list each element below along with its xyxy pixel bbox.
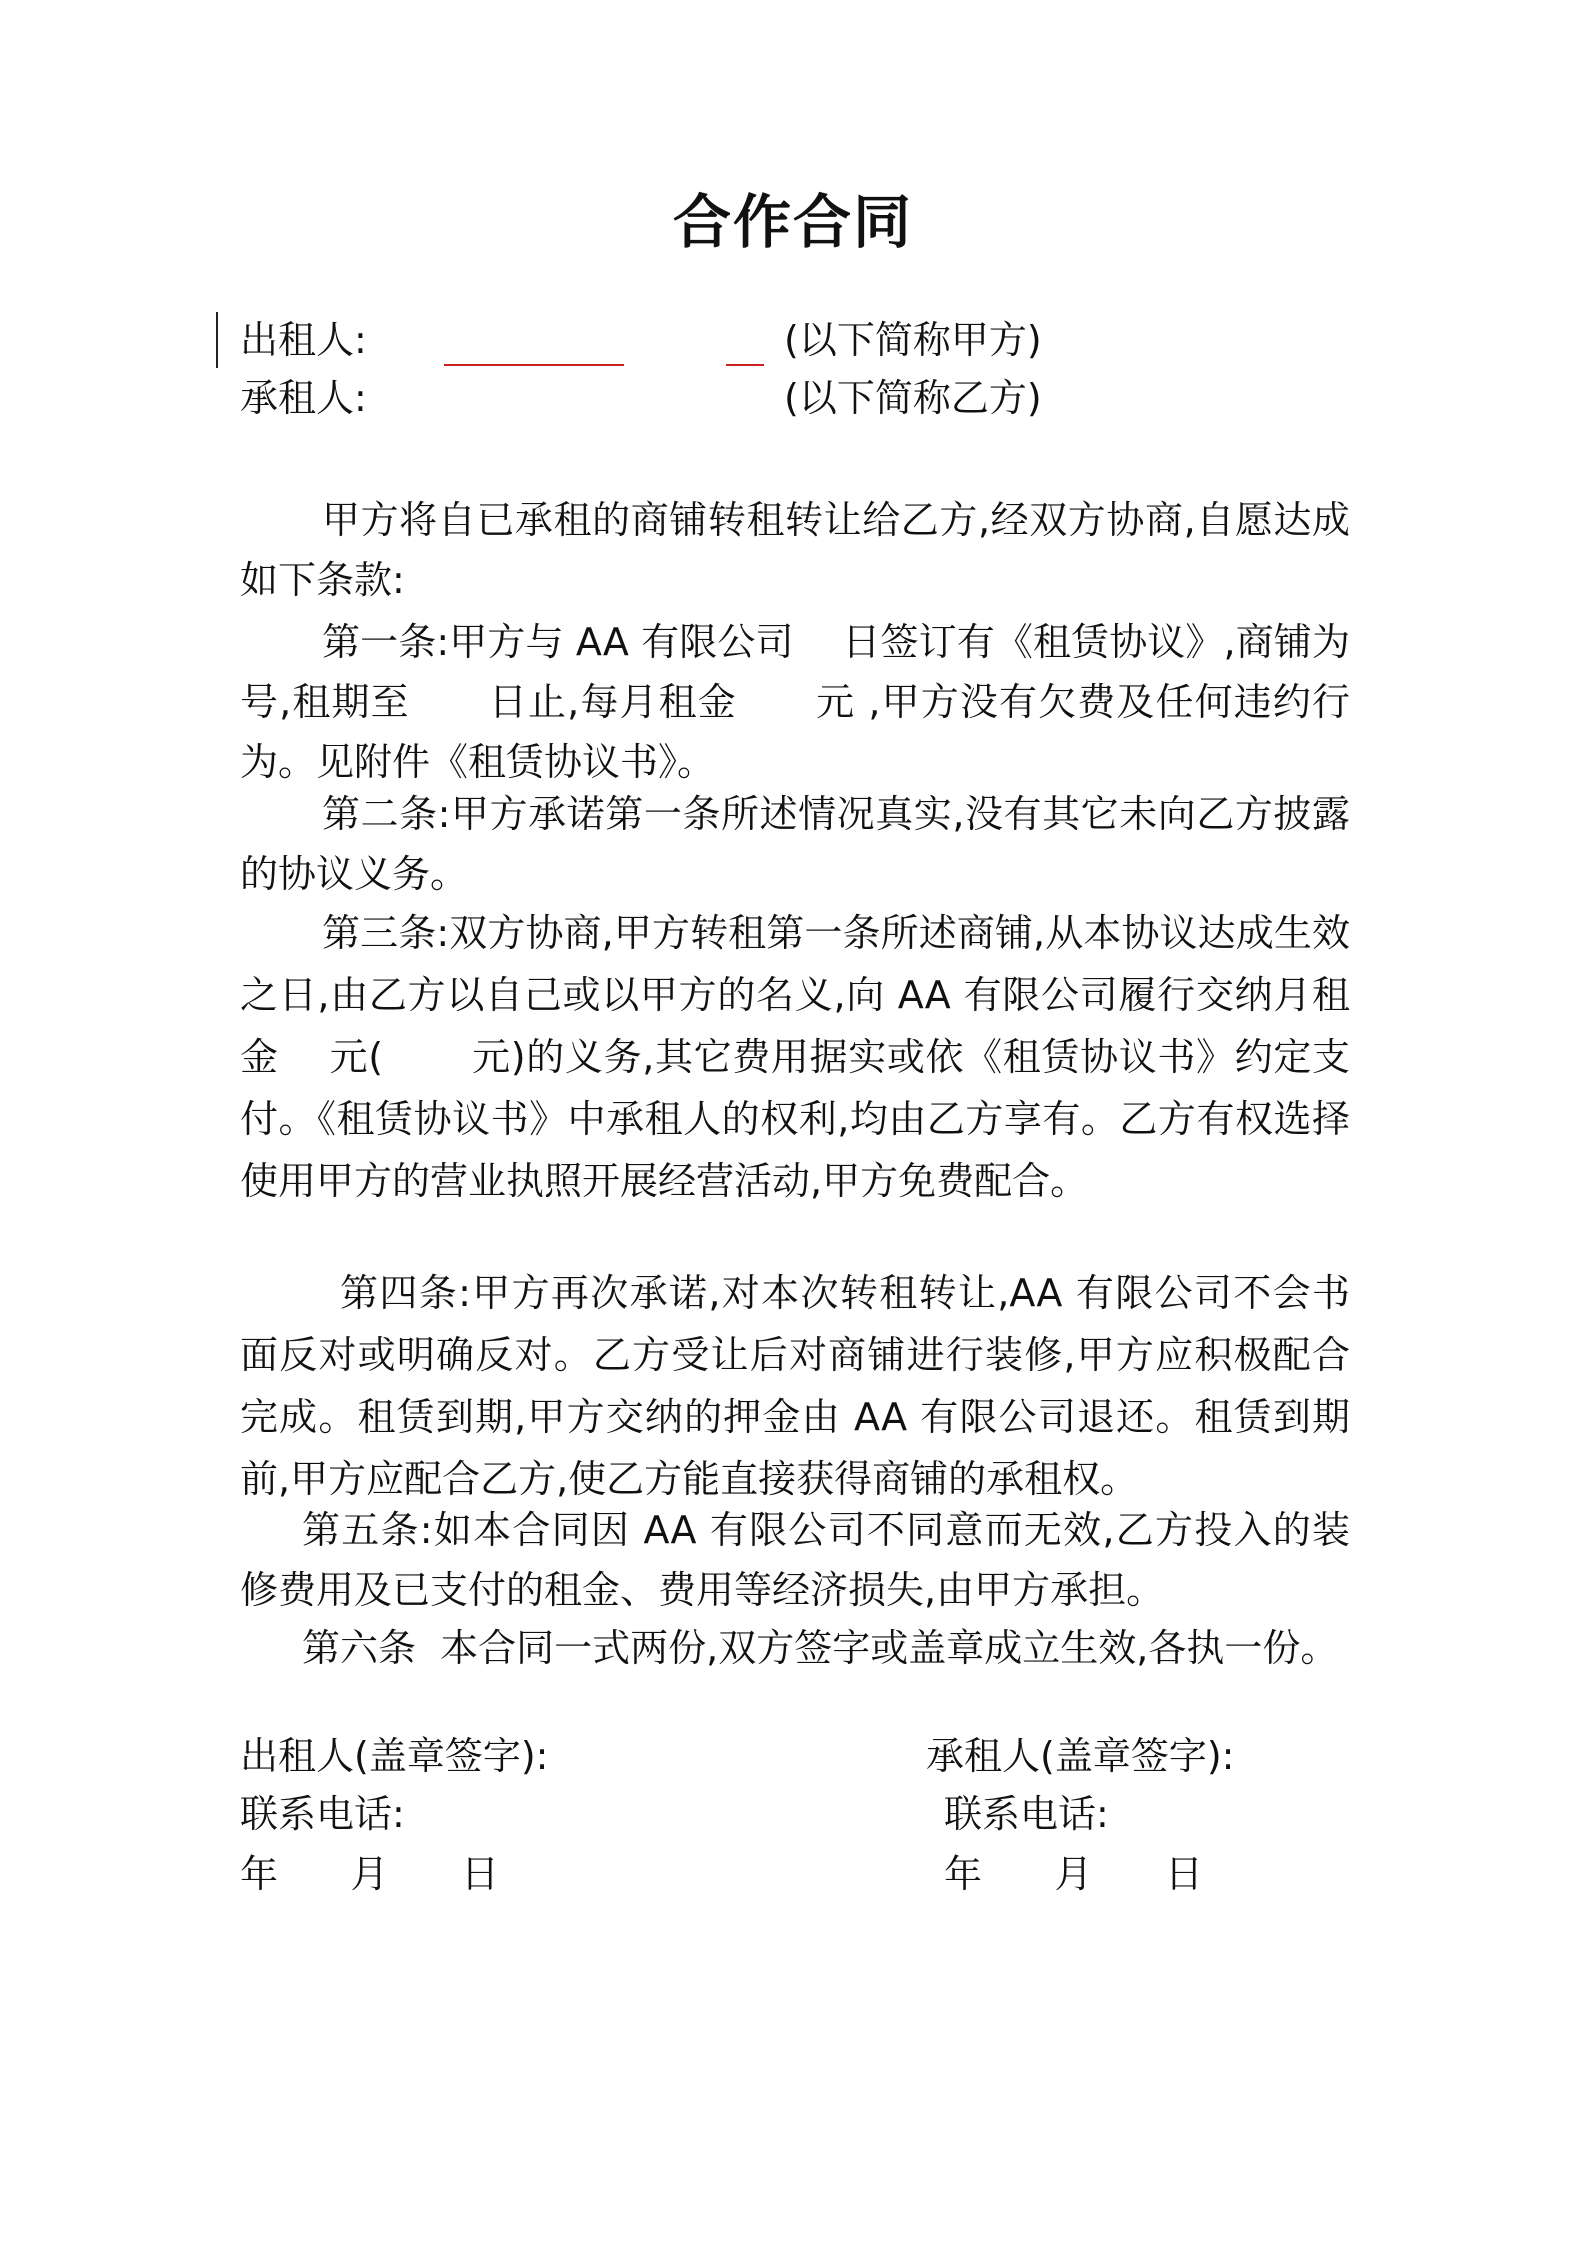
lessor-suffix: (以下简称甲方) <box>784 318 1042 362</box>
lessee-suffix: (以下简称乙方) <box>784 376 1042 420</box>
paragraph-intro: 甲方将自已承租的商铺转租转让给乙方,经双方协商,自愿达成如下条款: <box>240 498 1350 602</box>
document-title: 合作合同 <box>672 188 913 256</box>
paragraph-article-3: 第三条:双方协商,甲方转租第一条所述商铺,从本协议达成生效之日,由乙方以自己或以甲方的名义,向 AA 有限公司履行交纳月租金 元( 元)的义务,其它费用据实或依《租赁协议书》约定支付。《租赁协议书》中承租人的权利,均由乙方享有。乙方有权选择使用甲方的营业执照开展经营活动,甲方免费配合。 <box>240 911 1350 1203</box>
paragraph-article-4: 第四条:甲方再次承诺,对本次转租转让,AA 有限公司不会书面反对或明确反对。乙方受让后对商铺进行装修,甲方应积极配合完成。租赁到期,甲方交纳的押金由 AA 有限公司退还。租赁到期前,甲方应配合乙方,使乙方能直接获得商铺的承租权。 <box>240 1271 1350 1501</box>
paragraph-article-6: 第六条 本合同一式两份,双方签字或盖章成立生效,各执一份。 <box>302 1626 1339 1670</box>
lessor-label: 出租人: <box>240 318 367 362</box>
lessee-phone-label: 联系电话: <box>944 1792 1109 1836</box>
paragraph-article-1: 第一条:甲方与 AA 有限公司 日签订有《租赁协议》,商铺为 号,租期至 日止,每月租金 元 ,甲方没有欠费及任何违约行为。见附件《租赁协议书》。 <box>240 620 1423 784</box>
lessor-blank-line-short[interactable] <box>726 364 764 366</box>
lessor-phone-label: 联系电话: <box>240 1792 405 1836</box>
paragraph-article-2: 第二条:甲方承诺第一条所述情况真实,没有其它未向乙方披露的协议义务。 <box>240 792 1350 896</box>
lessee-label: 承租人: <box>240 376 367 420</box>
lessor-signature-label: 出租人(盖章签字): <box>240 1734 549 1778</box>
lessee-signature-label: 承租人(盖章签字): <box>926 1734 1235 1778</box>
lessor-date-label: 年 月 日 <box>240 1852 499 1896</box>
lessee-date-label: 年 月 日 <box>944 1852 1203 1896</box>
lessor-blank-line[interactable] <box>444 364 624 366</box>
text-cursor <box>216 312 218 368</box>
paragraph-article-5: 第五条:如本合同因 AA 有限公司不同意而无效,乙方投入的装修费用及已支付的租金、费用等经济损失,由甲方承担。 <box>240 1508 1350 1612</box>
